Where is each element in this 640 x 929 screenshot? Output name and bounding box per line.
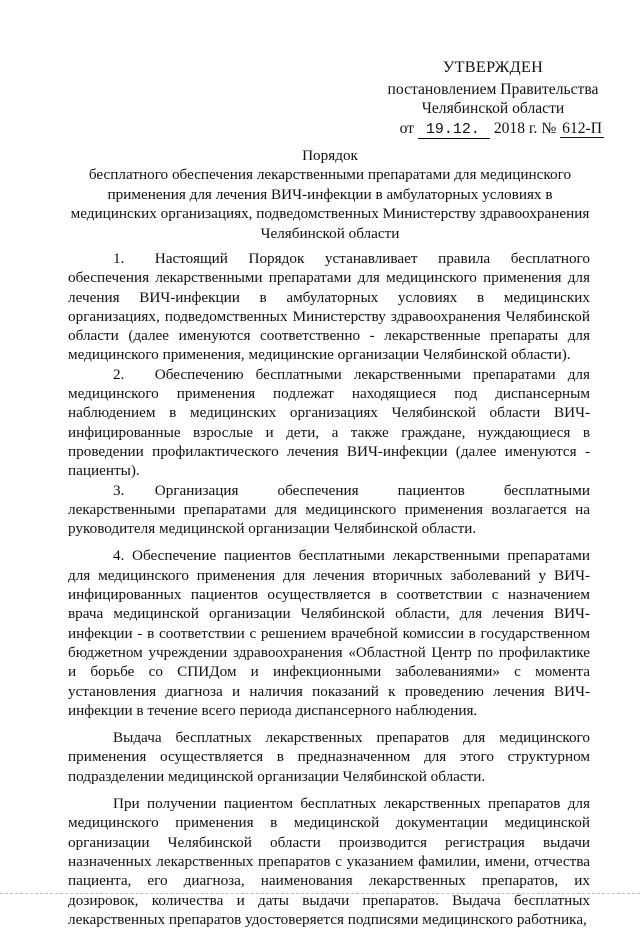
paragraph-3: 3. Организация обеспечения пациентов бесплатными лекарственными препаратами для медицинского применения возлагается на руководителя медицинской организации Челябинской области. xyxy=(68,481,590,538)
paragraph-4: 4. Обеспечение пациентов бесплатными лекарственными препаратами для медицинского применения для лечения вторичных заболеваний у ВИЧ-инфицированных пациентов осуществляется в соответствии с назначением врача медицинской организации Челябинской области, для лечения ВИЧ-инфекции - в соответствии с решением врачебной комиссии в государственном бюджетном учреждении здравоохранения «Областной Центр по профилактике и борьбе со СПИДом и инфекционными заболеваниями» с момента установления диагноза и наличия показаний к проведению лечения ВИЧ-инфекции в течение всего периода диспансерного наблюдения. xyxy=(68,547,590,719)
paragraph-5: Выдача бесплатных лекарственных препаратов для медицинского применения осуществляется в предназначенном для этого структурном подразделении медицинской организации Челябинской области. xyxy=(68,729,590,785)
document-title xyxy=(60,146,600,243)
approval-region: Челябинской области xyxy=(421,100,565,117)
page-bottom-rule xyxy=(0,893,640,894)
approval-year: 2018 г. № xyxy=(493,119,557,137)
title-line-1: бесплатного обеспечения лекарственными препаратами для медицинского xyxy=(88,166,572,184)
approval-date-number xyxy=(380,119,606,139)
paragraph-6: При получении пациентом бесплатных лекарственных препаратов для медицинского применения в медицинской документации медицинской организации Челябинской области производится регистрация выдачи назначенных лекарственных препаратов с указанием фамилии, имени, отчества пациента, его диагноза, наименования лекарственных препаратов, их дозировок, количества и даты выдачи препаратов. Выдача бесплатных лекарственных препаратов удостоверяется подписями медицинского работника, xyxy=(68,795,590,928)
title-line-3: медицинских организациях, подведомственных Министерству здравоохранения xyxy=(70,205,590,223)
title-line-4: Челябинской области xyxy=(260,224,400,242)
paragraph-1: 1. Настоящий Порядок устанавливает правила бесплатного обеспечения лекарственными препаратами для медицинского применения для лечения ВИЧ-инфекции в амбулаторных условиях в медицинских организациях, подведомственных Министерству здравоохранения Челябинской области (далее именуются соответственно - лекарственные препараты для медицинского применения, медицинские организации Челябинской области). xyxy=(68,250,590,364)
title-line-2: применения для лечения ВИЧ-инфекции в амбулаторных условиях в xyxy=(107,185,553,203)
approval-stamp: УТВЕРЖДЕН xyxy=(442,58,544,76)
approval-number: 612-П xyxy=(562,119,602,137)
title-heading: Порядок xyxy=(302,147,358,164)
document-body xyxy=(68,249,590,929)
approval-date: 19.12. xyxy=(418,122,490,139)
approval-authority: постановлением Правительства xyxy=(387,80,599,98)
approval-block xyxy=(380,58,606,139)
paragraph-2: 2. Обеспечению бесплатными лекарственными препаратами для медицинского применения подлежат находящиеся под диспансерным наблюдением в медицинских организациях Челябинской области ВИЧ-инфицированные взрослые и дети, а также граждане, нуждающиеся в проведении профилактического лечения ВИЧ-инфекции (далее именуются - пациенты). xyxy=(68,365,590,480)
approval-prefix: от xyxy=(399,119,414,137)
